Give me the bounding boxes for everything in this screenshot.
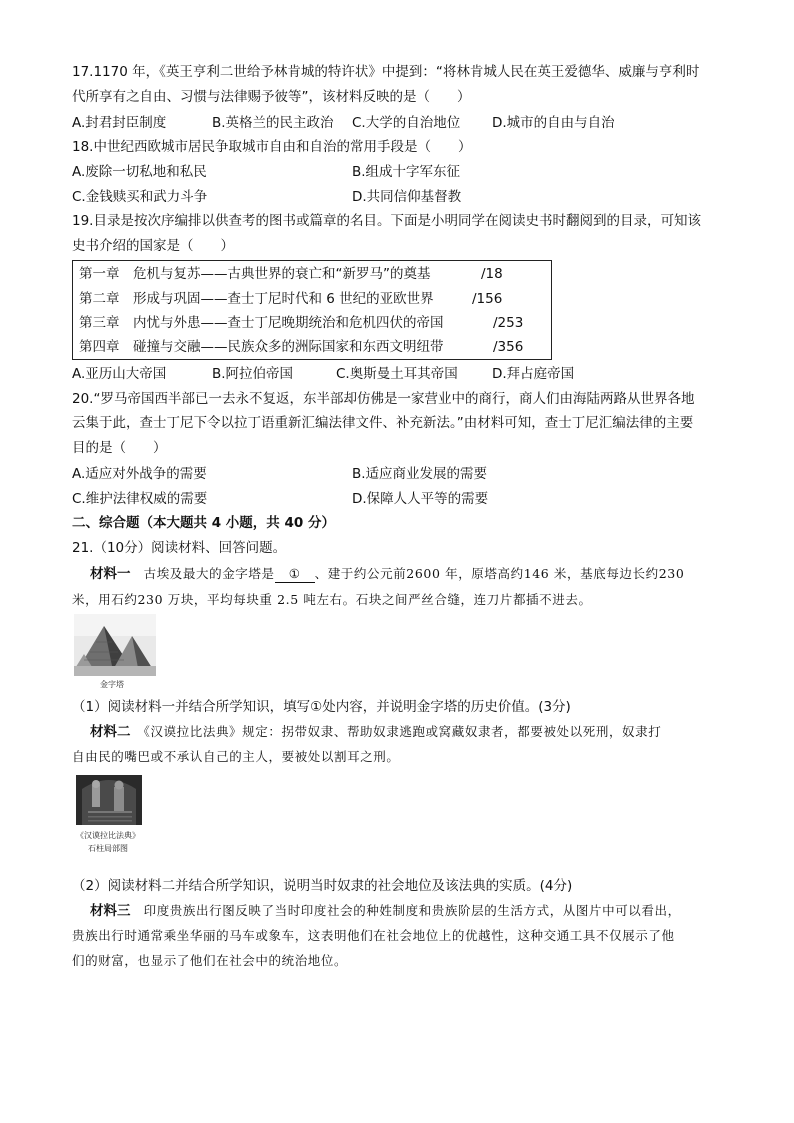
hammurabi-stele-image bbox=[76, 775, 142, 825]
q17-stem-line2: 代所享有之自由、习惯与法律赐予彼等”，该材料反映的是（ ） bbox=[72, 89, 471, 105]
section-2-heading: 二、综合题（本大题共 4 小题，共 40 分） bbox=[72, 515, 335, 531]
q20-option-b: B.适应商业发展的需要 bbox=[352, 466, 488, 482]
q21-stem: 21.（10分）阅读材料、回答问题。 bbox=[72, 540, 287, 556]
material-2-text: 《汉谟拉比法典》规定：拐带奴隶、帮助奴隶逃跑或窝藏奴隶者，都要被处以死刑，奴隶打 bbox=[130, 724, 662, 739]
material-2-line2: 自由民的嘴巴或不承认自己的主人，要被处以割耳之刑。 bbox=[72, 749, 400, 764]
q21-subquestion-1: （1）阅读材料一并结合所学知识，填写①处内容，并说明金字塔的历史价值。(3分) bbox=[72, 699, 571, 715]
pyramid-illustration bbox=[74, 614, 156, 676]
toc-row-1: 第一章 危机与复苏——古典世界的衰亡和“新罗马”的奠基 bbox=[79, 266, 431, 282]
toc-row-2: 第二章 形成与巩固——查士丁尼时代和 6 世纪的亚欧世界 bbox=[79, 291, 434, 307]
q19-option-b: B.阿拉伯帝国 bbox=[212, 366, 294, 382]
material-1-text-pre: 古埃及最大的金字塔是 bbox=[130, 566, 275, 581]
q17-stem-line1: 17.1170 年，《英王亨利二世给予林肯城的特许状》中提到：“将林肯城人民在英王爱德华、威廉与亨利时 bbox=[72, 64, 700, 80]
material-1-text-post: 、建于约公元前2600 年，原塔高约146 米，基底每边长约230 bbox=[314, 566, 685, 581]
q19-stem-line1: 19.目录是按次序编排以供查考的图书或篇章的名目。下面是小明同学在阅读史书时翻阅到的目录，可知该 bbox=[72, 213, 701, 229]
q19-option-c: C.奥斯曼土耳其帝国 bbox=[336, 366, 458, 382]
material-2-line1 bbox=[90, 722, 661, 742]
material-2-label: 材料二 bbox=[90, 724, 131, 740]
q18-option-a: A.废除一切私地和私民 bbox=[72, 164, 207, 180]
q18-option-b: B.组成十字军东征 bbox=[352, 164, 461, 180]
q17-option-a: A.封君封臣制度 bbox=[72, 115, 167, 131]
q20-option-d: D.保障人人平等的需要 bbox=[352, 491, 489, 507]
q18-option-d: D.共同信仰基督教 bbox=[352, 189, 462, 205]
material-1-line2: 米，用石约230 万块，平均每块重 2.5 吨左右。石块之间严丝合缝，连刀片都插不进去。 bbox=[72, 592, 592, 607]
material-3-line2: 贵族出行时通常乘坐华丽的马车或象车，这表明他们在社会地位上的优越性，这种交通工具不仅展示了他 bbox=[72, 928, 675, 943]
q19-stem-line2: 史书介绍的国家是（ ） bbox=[72, 238, 234, 254]
q20-stem-line2: 云集于此，查士丁尼下令以拉丁语重新汇编法律文件、补充新法。”由材料可知，查士丁尼汇编法律的主要 bbox=[72, 415, 694, 431]
material-3-line3: 们的财富，也显示了他们在社会中的统治地位。 bbox=[72, 953, 348, 968]
q17-option-d: D.城市的自由与自治 bbox=[492, 115, 615, 131]
material-1-blank: ① bbox=[275, 566, 315, 583]
material-3-label: 材料三 bbox=[90, 903, 131, 919]
toc-page-3: /253 bbox=[493, 315, 524, 331]
q17-option-b: B.英格兰的民主政治 bbox=[212, 115, 334, 131]
material-3-line1 bbox=[90, 901, 681, 921]
q20-option-c: C.维护法律权威的需要 bbox=[72, 491, 208, 507]
material-1-line1 bbox=[90, 564, 684, 584]
toc-page-2: /156 bbox=[472, 291, 503, 307]
material-1-label: 材料一 bbox=[90, 566, 131, 582]
q19-option-a: A.亚历山大帝国 bbox=[72, 366, 167, 382]
q20-stem-line1: 20.“罗马帝国西半部已一去永不复返，东半部却仿佛是一家营业中的商行，商人们由海陆两路从世界各地 bbox=[72, 391, 695, 407]
toc-row-3: 第三章 内忧与外患——查士丁尼晚期统治和危机四伏的帝国 bbox=[79, 315, 444, 331]
material-3-text: 印度贵族出行图反映了当时印度社会的种姓制度和贵族阶层的生活方式，从图片中可以看出， bbox=[130, 903, 681, 918]
pyramid-image bbox=[74, 614, 156, 676]
toc-page-1: /18 bbox=[481, 266, 503, 282]
q18-option-c: C.金钱赎买和武力斗争 bbox=[72, 189, 208, 205]
hammurabi-caption-2: 石柱局部图 bbox=[88, 844, 128, 853]
hammurabi-caption-1: 《汉谟拉比法典》 bbox=[76, 831, 140, 840]
q20-option-a: A.适应对外战争的需要 bbox=[72, 466, 207, 482]
q21-subquestion-2: （2）阅读材料二并结合所学知识，说明当时奴隶的社会地位及该法典的实质。(4分) bbox=[72, 878, 573, 894]
q18-stem: 18.中世纪西欧城市居民争取城市自由和自治的常用手段是（ ） bbox=[72, 139, 472, 155]
toc-row-4: 第四章 碰撞与交融——民族众多的洲际国家和东西文明纽带 bbox=[79, 339, 444, 355]
stele-illustration bbox=[76, 775, 142, 825]
q19-option-d: D.拜占庭帝国 bbox=[492, 366, 575, 382]
toc-page-4: /356 bbox=[493, 339, 524, 355]
pyramid-caption: 金字塔 bbox=[100, 680, 124, 689]
q20-stem-line3: 目的是（ ） bbox=[72, 440, 167, 456]
q17-option-c: C.大学的自治地位 bbox=[352, 115, 461, 131]
q19-table-of-contents bbox=[72, 260, 552, 360]
